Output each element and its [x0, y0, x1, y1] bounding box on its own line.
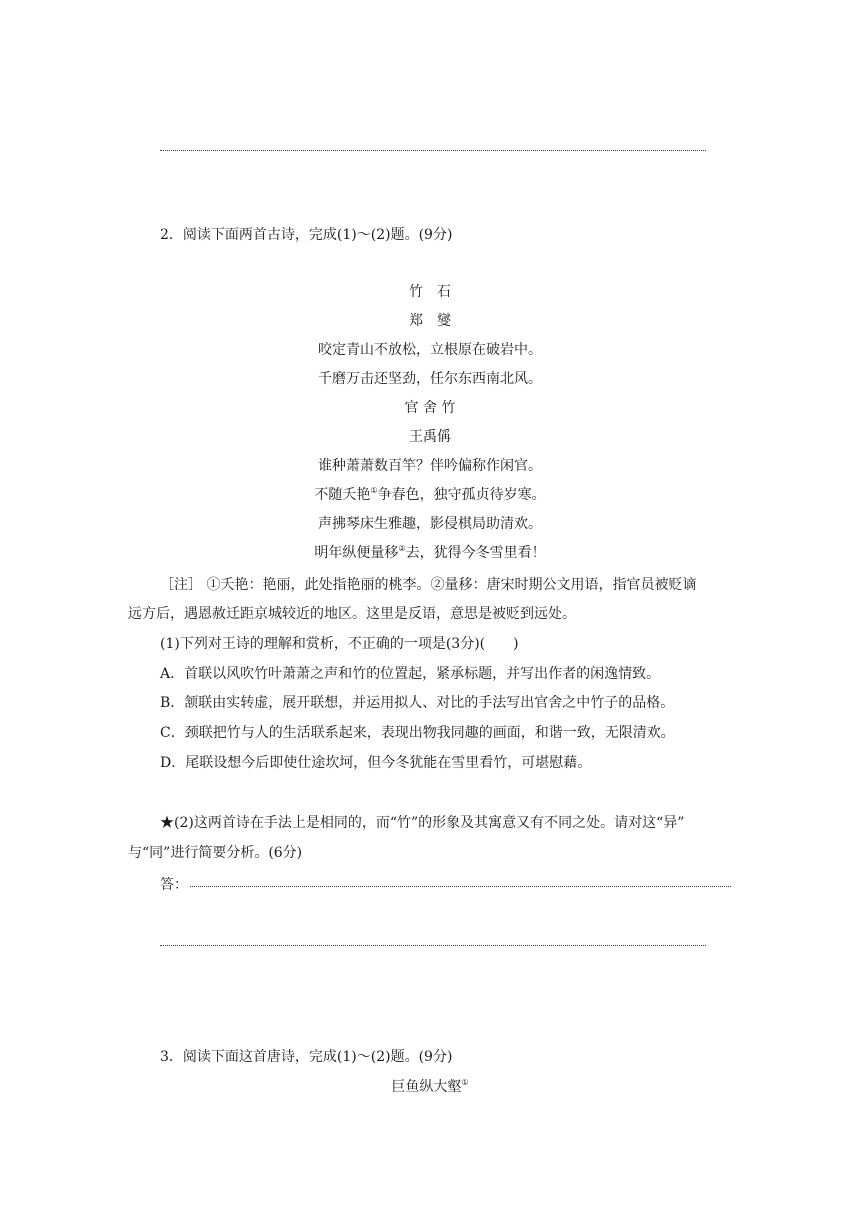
poem-text: 明年纵便量移	[314, 545, 399, 561]
poem-title: 竹 石	[409, 284, 451, 300]
poem-line: 咬定青山不放松，立根原在破岩中。	[318, 342, 542, 358]
poem-title	[0, 1077, 860, 1097]
poem-title-text: 巨鱼纵大壑	[391, 1079, 462, 1095]
poem-text: 争春色，独守孤贞待岁寒。	[377, 487, 546, 503]
question-stem: 3．阅读下面这首唐诗，完成(1)～(2)题。(9分)	[160, 1049, 453, 1065]
poem-author: 王禹偁	[409, 429, 451, 445]
sub-question: (1)下列对王诗的理解和赏析，不正确的一项是(3分)( )	[160, 636, 519, 652]
option-a[interactable]: A．首联以风吹竹叶萧萧之声和竹的位置起，紧承标题，并写出作者的闲逸情致。	[160, 666, 661, 682]
sub-question: ★(2)这两首诗在手法上是相同的，而“竹”的形象及其寓意又有不同之处。请对这“异”	[160, 815, 685, 831]
answer-label: 答：	[160, 877, 188, 893]
option-d[interactable]: D．尾联设想今后即使仕途坎坷，但今冬犹能在雪里看竹，可堪慰藉。	[160, 755, 592, 771]
answer-line[interactable]	[160, 150, 706, 151]
note-text: 远方后，遇恩赦迁距京城较近的地区。这里是反语，意思是被贬到远处。	[128, 606, 576, 622]
answer-line[interactable]	[190, 886, 731, 887]
question-stem: 2．阅读下面两首古诗，完成(1)～(2)题。(9分)	[160, 227, 453, 243]
option-c[interactable]: C．颈联把竹与人的生活联系起来，表现出物我同趣的画面，和谐一致，无限清欢。	[160, 725, 675, 741]
answer-line[interactable]	[160, 945, 706, 946]
footnote-marker: ①	[370, 486, 378, 495]
footnote-marker: ①	[461, 1078, 469, 1087]
poem-text: 不随夭艳	[314, 487, 371, 503]
poem-line	[0, 543, 860, 563]
poem-line	[0, 485, 860, 505]
option-b[interactable]: B．颔联由实转虚，展开联想，并运用拟人、对比的手法写出官舍之中竹子的品格。	[160, 695, 675, 711]
note-text: ［注］ ①夭艳：艳丽，此处指艳丽的桃李。②量移：唐宋时期公文用语，指官员被贬谪	[160, 577, 697, 593]
poem-line: 谁种萧萧数百竿？伴吟偏称作闲官。	[318, 458, 542, 474]
poem-title: 官 舍 竹	[404, 400, 456, 416]
poem-line: 千磨万击还坚劲，任尔东西南北风。	[318, 371, 542, 387]
poem-line: 声拂琴床生雅趣，影侵棋局助清欢。	[318, 516, 542, 532]
footnote-marker: ②	[398, 544, 406, 553]
poem-author: 郑 燮	[409, 313, 451, 329]
poem-text: 去，犹得今冬雪里看！	[405, 545, 546, 561]
sub-question: 与“同”进行简要分析。(6分)	[128, 845, 303, 861]
